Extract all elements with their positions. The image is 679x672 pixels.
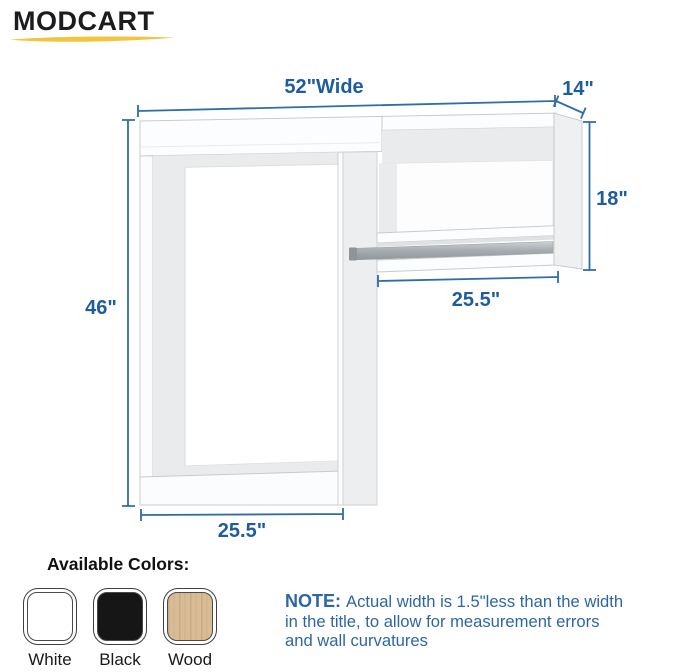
dim-line-desk-height (122, 120, 135, 506)
available-colors-section (22, 554, 218, 670)
center-divider-side-face (343, 152, 377, 505)
note-line-2: in the title, to allow for measurement errors (285, 611, 600, 631)
swatch-row (22, 588, 218, 670)
dim-label-desk-section-width: 25.5" (217, 520, 267, 542)
dim-line-shelf-height (583, 122, 596, 270)
hanging-rod-left-bracket (349, 248, 357, 261)
swatch-label-wood: Wood (167, 650, 213, 669)
desk-opening (185, 164, 338, 466)
dim-label-overall-width: 52"Wide (284, 76, 364, 98)
shelf-compartment (382, 160, 553, 233)
desk-left-post (140, 156, 153, 505)
swatch-item-white (22, 588, 78, 670)
desk-top-panel (140, 116, 382, 156)
desk-left-post-inner-face (153, 155, 185, 472)
white-swatch (23, 588, 77, 645)
dim-label-rod-section-width: 25.5" (451, 289, 501, 311)
swatch-label-black: Black (99, 650, 141, 669)
desk-bottom-bar (140, 471, 343, 505)
dim-label-depth: 14" (562, 78, 594, 100)
desk-frame (140, 116, 382, 505)
black-swatch-fill (97, 592, 143, 641)
dim-line-overall-width (138, 95, 555, 117)
furniture-drawing (140, 113, 582, 505)
shelf-right-side-face (554, 113, 582, 269)
center-divider-front-edge (338, 152, 343, 505)
note-line-3: and wall curvatures (285, 631, 428, 650)
available-colors-heading: Available Colors: (47, 554, 190, 574)
black-swatch (93, 588, 147, 645)
dim-line-rod-section-width (378, 271, 558, 287)
wood-swatch-fill (167, 592, 213, 641)
wood-swatch (163, 588, 217, 645)
swatch-item-black (92, 588, 148, 670)
brand-logo-text: MODCART (13, 6, 155, 36)
dim-label-desk-height: 46" (85, 297, 117, 319)
white-swatch-fill (27, 592, 73, 641)
shelf-compartment-left-face (379, 163, 397, 233)
note-label: NOTE: (285, 591, 341, 611)
dim-label-shelf-height: 18" (596, 188, 628, 210)
note-text (285, 592, 623, 651)
note-line-1: Actual width is 1.5"less than the width (346, 592, 624, 611)
swatch-label-white: White (28, 650, 72, 669)
shelf-top-underside (382, 127, 556, 163)
swatch-item-wood (162, 588, 218, 670)
